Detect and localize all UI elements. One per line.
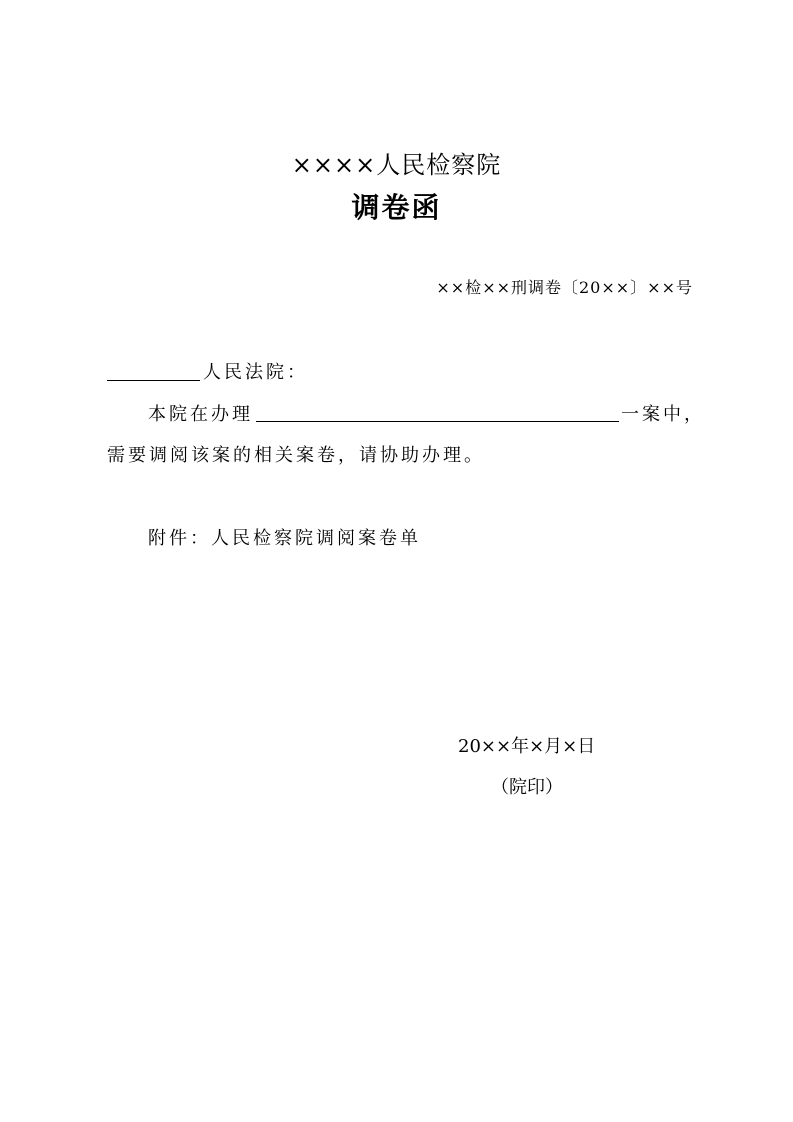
paragraph-second-line: 需要调阅该案的相关案卷，请协助办理。 [107,445,485,466]
addressee-blank-line [107,380,200,381]
paragraph-suffix: 一案中， [621,404,705,425]
document-number: ××检××刑调卷〔20××〕××号 [436,278,693,297]
signature-date: 20××年×月×日 [458,736,596,757]
seal-placeholder: （院印） [491,777,563,798]
addressee-label: 人民法院： [203,362,308,383]
paragraph-prefix: 本院在办理 [148,404,253,425]
attachment-note: 附件：人民检察院调阅案卷单 [148,528,421,549]
document-title: 调卷函 [351,191,442,224]
issuing-organization: ××××人民检察院 [291,151,502,179]
case-name-blank-line [256,421,619,422]
